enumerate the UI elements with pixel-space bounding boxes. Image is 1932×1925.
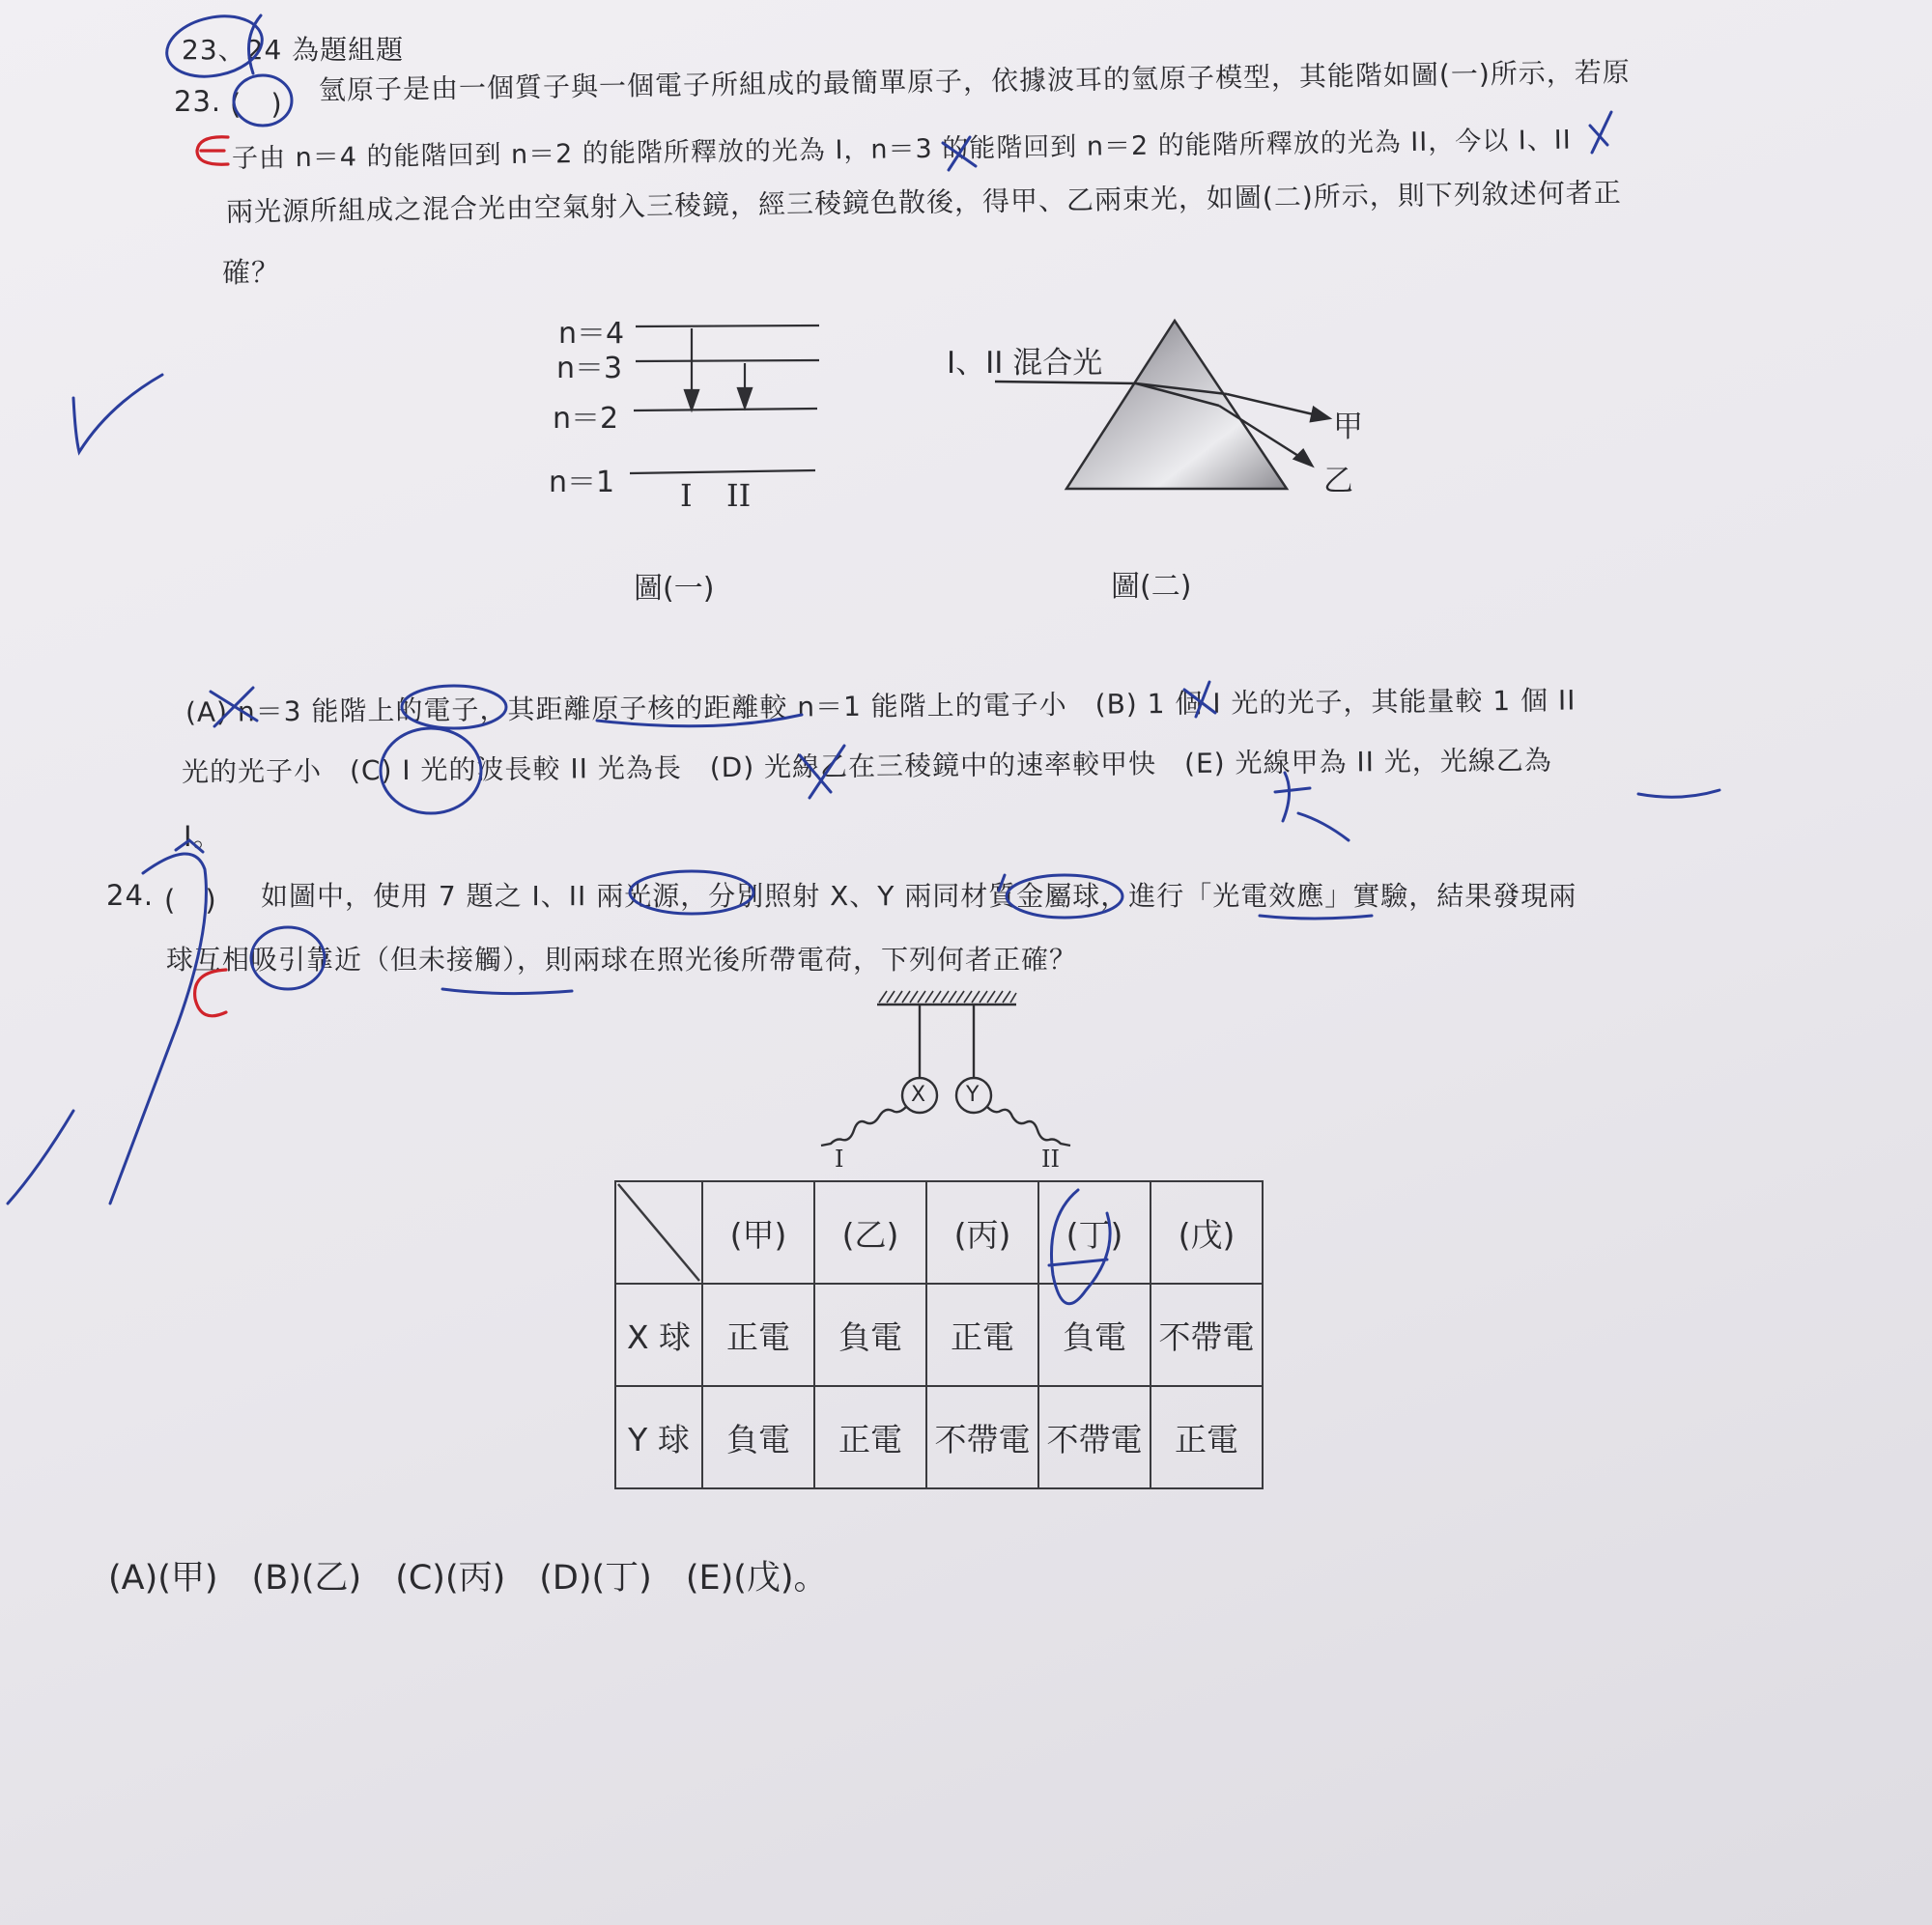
wave-light-ii <box>987 1107 1070 1146</box>
table-row-label: Y 球 <box>615 1386 702 1488</box>
transition-label-i: I <box>680 477 693 514</box>
ball-x-label: X <box>911 1083 926 1107</box>
q24-stem-line2: 球互相吸引靠近（但未接觸），則兩球在照光後所帶電荷，下列何者正確？ <box>166 944 1078 976</box>
table-corner-cell <box>615 1181 702 1284</box>
ball-y-label: Y <box>966 1083 980 1107</box>
q23-stem-line3: 兩光源所組成之混合光由空氣射入三稜鏡，經三稜鏡色散後，得甲、乙兩束光，如圖(二)所示，則下列敘述何者正 <box>225 176 1622 228</box>
figure2-caption: 圖(二) <box>1111 570 1192 604</box>
table-cell: 負電 <box>814 1284 926 1386</box>
table-row-x <box>615 1284 1263 1386</box>
q23-answer-blank: ( ) <box>230 88 283 121</box>
q24-stem-line1: 如圖中，使用 7 題之 I、II 兩光源，分別照射 X、Y 兩同材質金屬球，進行「光電效應」實驗，結果發現兩 <box>261 880 1577 912</box>
q23-options-line2: 光的光子小 (C) I 光的波長較 II 光為長 (D) 光線乙在三稜鏡中的速率較甲快 (E) 光線甲為 II 光，光線乙為 <box>181 744 1552 788</box>
table-row-label: X 球 <box>615 1284 702 1386</box>
table-row-y <box>615 1386 1263 1488</box>
q23-options-line1: (A) n＝3 能階上的電子，其距離原子核的距離較 n＝1 能階上的電子小 (B) 1 個 I 光的光子，其能量較 1 個 II <box>185 684 1577 728</box>
ray-label-jia: 甲 <box>1333 410 1363 444</box>
table-cell: 負電 <box>702 1386 814 1488</box>
table-cell: 正電 <box>814 1386 926 1488</box>
transition-label-ii: II <box>726 477 752 514</box>
charge-table <box>614 1180 1264 1489</box>
table-cell: 正電 <box>702 1284 814 1386</box>
table-header-cell: (乙) <box>814 1181 926 1284</box>
light-ii-label: II <box>1041 1146 1060 1173</box>
table-cell: 不帶電 <box>1151 1284 1263 1386</box>
level-label-n1: n＝1 <box>549 466 615 499</box>
wave-light-i <box>821 1107 906 1146</box>
ray-label-yi: 乙 <box>1323 464 1353 498</box>
table-cell: 負電 <box>1038 1284 1151 1386</box>
q23-stem-line1: 氫原子是由一個質子與一個電子所組成的最簡單原子，依據波耳的氫原子模型，其能階如圖(一)所示，若原 <box>318 56 1631 106</box>
table-header-cell: (丁) <box>1038 1181 1151 1284</box>
table-cell: 不帶電 <box>926 1386 1038 1488</box>
table-cell: 不帶電 <box>1038 1386 1151 1488</box>
level-label-n3: n＝3 <box>556 352 623 385</box>
level-label-n2: n＝2 <box>553 402 619 436</box>
figure1-caption: 圖(一) <box>634 572 715 606</box>
ceiling-hatching <box>879 991 1016 1003</box>
corner-diagonal <box>616 1182 701 1283</box>
group-label: 23、24 為題組題 <box>182 34 405 66</box>
q23-options-line3: I。 <box>184 820 222 853</box>
light-i-label: I <box>835 1146 844 1173</box>
mixed-light-label: I、II 混合光 <box>947 346 1103 381</box>
table-cell: 正電 <box>1151 1386 1263 1488</box>
table-header-cell: (甲) <box>702 1181 814 1284</box>
q24-choices: (A)(甲) (B)(乙) (C)(丙) (D)(丁) (E)(戊)。 <box>108 1559 828 1598</box>
level-label-n4: n＝4 <box>558 317 625 351</box>
q24-answer-blank: ( ) <box>164 884 217 917</box>
q23-stem-line2: 子由 n＝4 的能階回到 n＝2 的能階所釋放的光為 I，n＝3 的能階回到 n＝2 的能階所釋放的光為 II，今以 I、II <box>231 125 1572 174</box>
q23-number: 23. <box>174 85 222 118</box>
q24-number: 24. <box>106 879 155 912</box>
table-cell: 正電 <box>926 1284 1038 1386</box>
table-header-cell: (丙) <box>926 1181 1038 1284</box>
q23-stem-line4: 確？ <box>222 256 281 289</box>
table-header-cell: (戊) <box>1151 1181 1263 1284</box>
table-header-row <box>615 1181 1263 1284</box>
